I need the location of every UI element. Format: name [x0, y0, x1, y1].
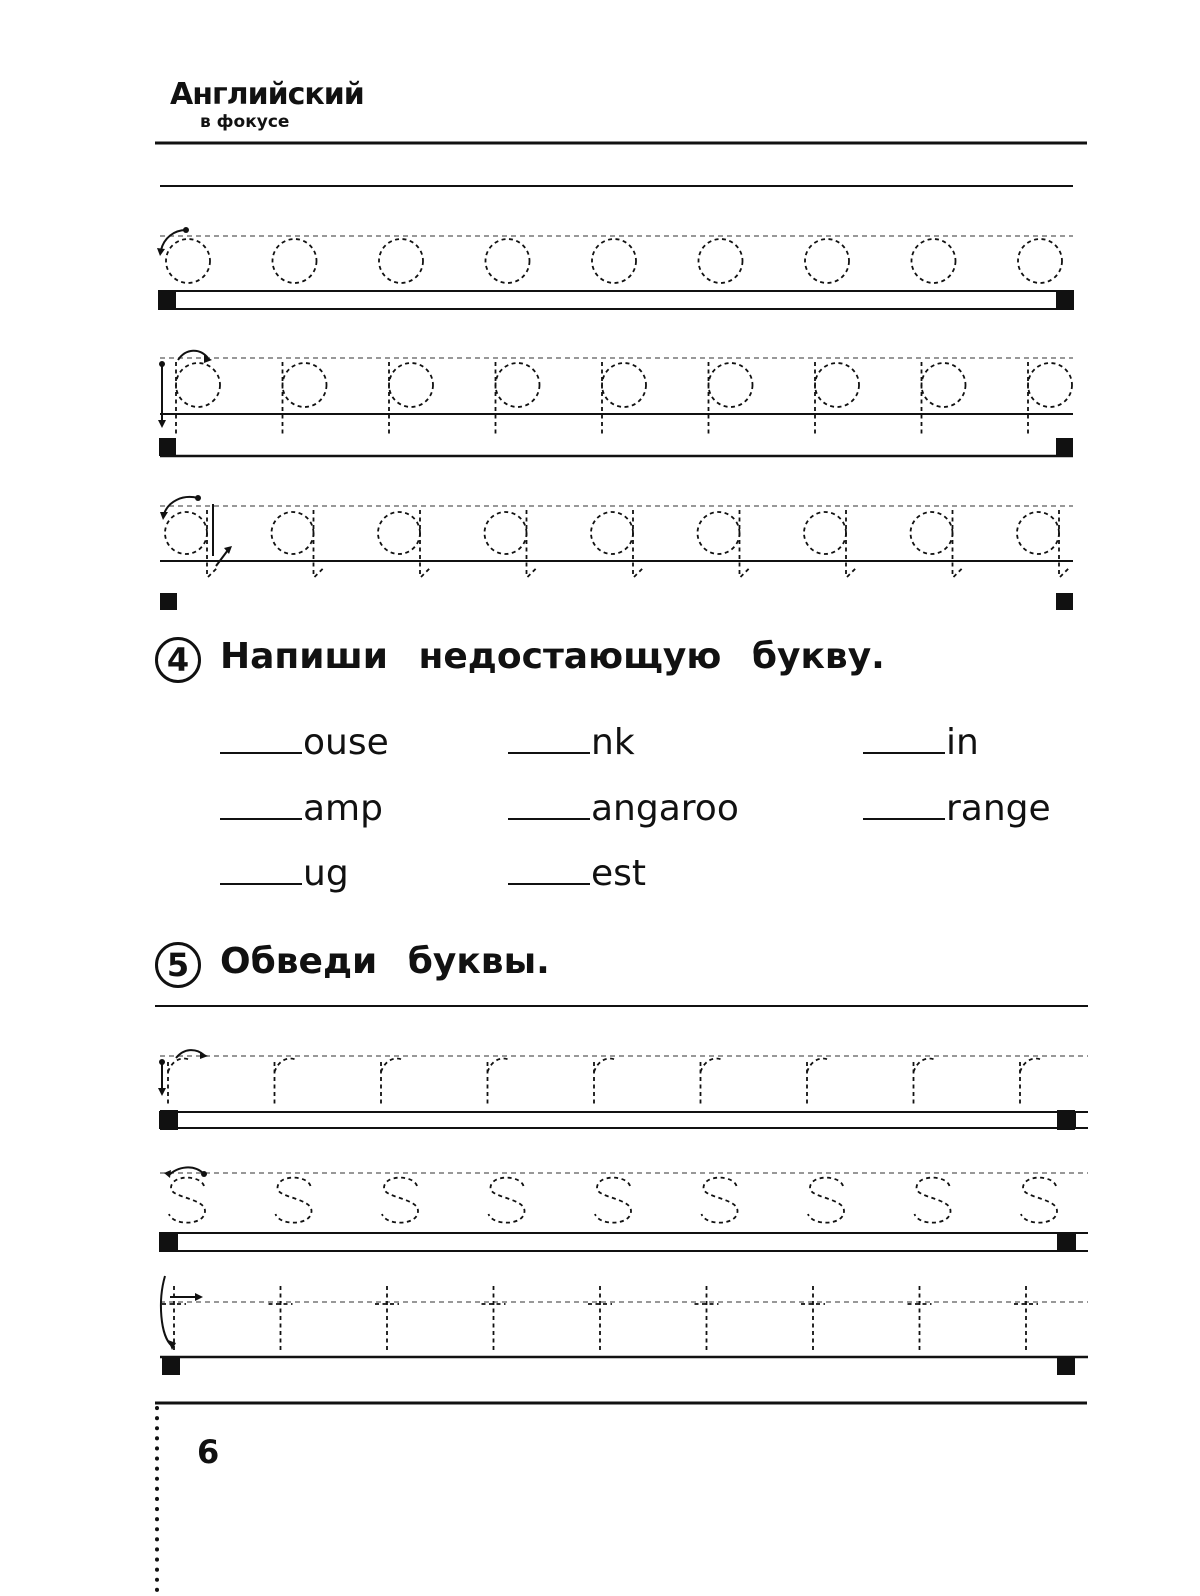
stroke-arrow-icon [161, 230, 186, 250]
stroke-arrow-icon [161, 1276, 172, 1346]
start-dot-icon [159, 361, 165, 367]
row-marker-right [1056, 290, 1074, 310]
arrowhead-icon [204, 355, 212, 363]
traced-letter-t [695, 1286, 719, 1350]
traced-letter-q [165, 510, 218, 577]
stroke-arrow-icon [216, 550, 228, 566]
traced-letter-r [701, 1059, 723, 1107]
row-marker-right [1056, 593, 1073, 610]
word-fragment: angaroo [591, 788, 739, 829]
arrowhead-icon [195, 1293, 203, 1301]
row-marker-left [159, 438, 176, 456]
baseline-bar [160, 1233, 1075, 1251]
traced-letter-p [602, 362, 646, 436]
traced-letter-r [381, 1059, 403, 1107]
word-blank-6[interactable] [863, 788, 1051, 827]
page-number: 6 [197, 1433, 220, 1471]
traced-letter-r [914, 1059, 936, 1107]
word-fragment: est [591, 853, 647, 894]
traced-letter-o [1018, 239, 1062, 283]
letter-blank[interactable] [508, 853, 590, 885]
word-blank-2[interactable] [508, 722, 635, 761]
traced-letter-r [807, 1059, 829, 1107]
tracing-row-o [157, 227, 1074, 310]
traced-letter-s [808, 1178, 844, 1223]
row-marker-right [1057, 1232, 1075, 1252]
traced-letter-s [169, 1178, 205, 1223]
traced-letter-o [166, 239, 210, 283]
tracing-row-p [158, 351, 1073, 456]
word-blank-7[interactable] [220, 853, 349, 892]
letter-blank[interactable] [863, 722, 945, 754]
word-blank-3[interactable] [863, 722, 979, 761]
task-4-number: 4 [155, 637, 201, 683]
word-blank-8[interactable] [508, 853, 646, 892]
tracing-row-r [158, 1050, 1088, 1130]
traced-letter-t [269, 1286, 293, 1350]
task-5-title: Обведи буквы. [220, 941, 550, 982]
tracing-block-1 [157, 186, 1074, 610]
row-marker-right [1057, 1357, 1075, 1375]
traced-letter-o [486, 239, 530, 283]
traced-letter-s [276, 1178, 312, 1223]
traced-letter-s [382, 1178, 418, 1223]
traced-letter-s [595, 1178, 631, 1223]
traced-letter-s [489, 1178, 525, 1223]
row-marker-left [160, 593, 177, 610]
arrowhead-icon [158, 420, 166, 428]
task-5-number: 5 [155, 942, 201, 988]
traced-letter-q [378, 510, 431, 577]
word-blank-1[interactable] [220, 722, 389, 761]
word-fragment: amp [303, 788, 383, 829]
traced-letter-o [912, 239, 956, 283]
traced-letter-p [922, 362, 966, 436]
traced-letter-p [389, 362, 433, 436]
traced-letter-o [699, 239, 743, 283]
traced-letter-p [1028, 362, 1072, 436]
word-fragment: range [946, 788, 1051, 829]
row-marker-right [1057, 1110, 1075, 1130]
stroke-arrow-icon [168, 1167, 204, 1176]
traced-letter-t [162, 1286, 186, 1350]
traced-letter-s [1021, 1178, 1057, 1223]
word-fragment: ouse [303, 722, 389, 763]
row-marker-left [160, 1110, 178, 1130]
traced-letter-o [273, 239, 317, 283]
row-marker-left [160, 1232, 178, 1252]
word-fragment: nk [591, 722, 635, 763]
word-fragment: ug [303, 853, 349, 894]
arrowhead-icon [158, 1088, 166, 1096]
arrowhead-icon [164, 1170, 171, 1178]
letter-blank[interactable] [220, 722, 302, 754]
traced-letter-q [485, 510, 538, 577]
logo-subtitle: в фокусе [200, 112, 290, 132]
arrowhead-icon [200, 1052, 208, 1059]
arrowhead-icon [157, 248, 165, 256]
traced-letter-o [379, 239, 423, 283]
start-dot-icon [159, 1059, 165, 1065]
baseline-bar [160, 1112, 1075, 1128]
traced-letter-q [698, 510, 751, 577]
traced-letter-p [496, 362, 540, 436]
traced-letter-r [488, 1059, 510, 1107]
traced-letter-r [1020, 1059, 1042, 1107]
stroke-arrow-icon [176, 1050, 204, 1058]
traced-letter-p [815, 362, 859, 436]
traced-letter-r [275, 1059, 297, 1107]
letter-blank[interactable] [220, 853, 302, 885]
traced-letter-r [168, 1059, 190, 1107]
traced-letter-s [702, 1178, 738, 1223]
traced-letter-q [804, 510, 857, 577]
traced-letter-t [908, 1286, 932, 1350]
arrowhead-icon [160, 512, 168, 520]
row-marker-left [158, 290, 176, 310]
traced-letter-t [482, 1286, 506, 1350]
traced-letter-t [801, 1286, 825, 1350]
letter-blank[interactable] [220, 788, 302, 820]
traced-letter-o [805, 239, 849, 283]
traced-letter-p [176, 362, 220, 436]
task-4-title: Напиши недостающую букву. [220, 636, 885, 677]
tracing-block-2 [155, 1006, 1088, 1375]
word-blank-4[interactable] [220, 788, 383, 827]
letter-blank[interactable] [863, 788, 945, 820]
tracing-row-t [160, 1276, 1088, 1375]
word-blank-5[interactable] [508, 788, 739, 827]
letter-blank[interactable] [508, 722, 590, 754]
traced-letter-s [915, 1178, 951, 1223]
traced-letter-p [283, 362, 327, 436]
traced-letter-t [588, 1286, 612, 1350]
traced-letter-q [911, 510, 964, 577]
row-marker-right [1056, 438, 1073, 456]
letter-blank[interactable] [508, 788, 590, 820]
traced-letter-q [591, 510, 644, 577]
traced-letter-t [375, 1286, 399, 1350]
traced-letter-o [592, 239, 636, 283]
traced-letter-q [1017, 510, 1070, 577]
start-dot-icon [195, 495, 201, 501]
start-dot-icon [183, 227, 189, 233]
traced-letter-q [272, 510, 325, 577]
traced-letter-t [1014, 1286, 1038, 1350]
baseline-bar [160, 291, 1065, 309]
start-dot-icon [201, 1171, 207, 1177]
tracing-row-s [160, 1167, 1088, 1252]
traced-letter-p [709, 362, 753, 436]
tracing-row-q [160, 495, 1073, 610]
word-fragment: in [946, 722, 979, 763]
logo-title: Английский [170, 77, 364, 112]
traced-letter-r [594, 1059, 616, 1107]
row-marker-left [162, 1357, 180, 1375]
